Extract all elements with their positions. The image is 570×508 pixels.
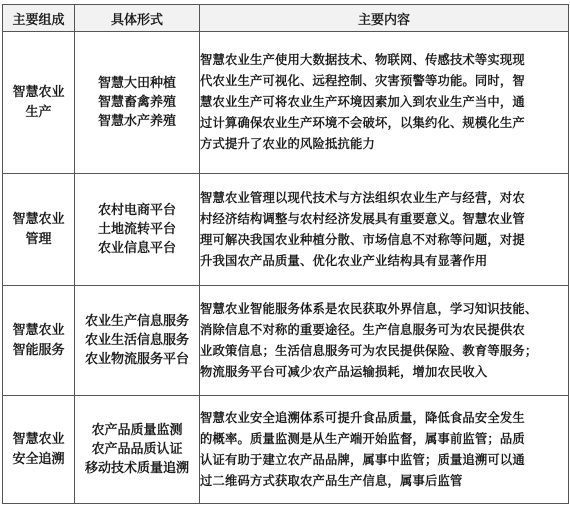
content-line: 理可解决我国农业种植分散、市场信息不对称等问题，对提 [200,232,525,247]
form-cell [75,32,200,174]
component-line: 安全追溯 [12,451,65,467]
table-row [3,32,569,174]
form-item: 农业物流服务平台 [84,352,189,367]
content-line: 慧农业生产可将农业生产环境因素加入到农业生产当中，通 [200,95,525,109]
form-item: 农业生活信息服务 [84,333,189,348]
form-item: 农业生产信息服务 [84,314,189,329]
agriculture-table [2,4,569,504]
content-cell [200,396,569,504]
component-line: 管理 [25,231,52,247]
form-item: 智慧畜禽养殖 [97,95,176,110]
content-cell [200,32,569,174]
form-item: 移动技术质量追溯 [84,461,189,476]
content-line: 过二维码方式获取农产品生产信息，属事后监管 [200,473,463,488]
content-line: 智慧农业智能服务体系是农民获取外界信息，学习知识技能、 [200,301,538,316]
header-form: 具体形式 [75,5,200,32]
form-item: 农村电商平台 [97,203,176,218]
header-component: 主要组成 [3,5,75,32]
component-line: 智慧农业 [12,84,65,100]
content-line: 的概率。质量监测是从生产端开始监督，属事前监管；品质 [200,431,525,446]
form-item: 土地流转平台 [97,222,176,237]
header-content: 主要内容 [200,5,569,32]
content-line: 过计算确保农业生产环境不会破坏，以集约化、规模化生产 [200,116,525,130]
content-line: 认证有助于建立农产品品牌，属事中监管；质量追溯可以通 [200,452,525,467]
form-item: 智慧大田种植 [97,76,176,91]
table-row [3,286,569,396]
component-line: 智慧农业 [12,322,65,338]
content-line: 物流服务平台可减少农产品运输损耗，增加农民收入 [200,364,488,379]
content-line: 智慧农业管理以现代技术与方法组织农业生产与经营，对农 [200,190,525,205]
content-line: 智慧农业生产使用大数据技术、物联网、传感技术等实现现 [200,53,525,67]
form-cell [75,174,200,286]
component-line: 生产 [25,104,52,120]
content-line: 业政策信息；生活信息服务可为农民提供保险、教育等服务； [200,343,538,358]
component-cell [3,174,75,286]
content-line: 升我国农产品质量、优化农业产业结构具有显著作用 [200,253,488,268]
component-line: 智慧农业 [12,431,65,447]
form-cell [75,396,200,504]
table-header-row [3,5,569,32]
component-cell [3,396,75,504]
form-item: 农产品质量监测 [91,423,183,438]
component-line: 智能服务 [12,342,65,358]
component-line: 智慧农业 [12,211,65,227]
form-item: 智慧水产养殖 [97,114,176,129]
form-item: 农产品品质认证 [91,442,183,457]
content-line: 智慧农业安全追溯体系可提升食品质量，降低食品安全发生 [200,410,525,425]
content-line: 方式提升了农业的风险抵抗能力 [200,137,375,151]
form-item: 农业信息平台 [97,241,176,256]
content-line: 代农业生产可视化、远程控制、灾害预警等功能。同时，智 [200,74,525,88]
component-cell [3,286,75,396]
form-cell [75,286,200,396]
table-row [3,396,569,504]
content-cell [200,174,569,286]
component-cell [3,32,75,174]
content-line: 消除信息不对称的重要途径。生产信息服务可为农民提供农 [200,322,525,337]
table-row [3,174,569,286]
content-line: 村经济结构调整与农村经济发展具有重要意义。智慧农业管 [200,211,525,226]
content-cell [200,286,569,396]
